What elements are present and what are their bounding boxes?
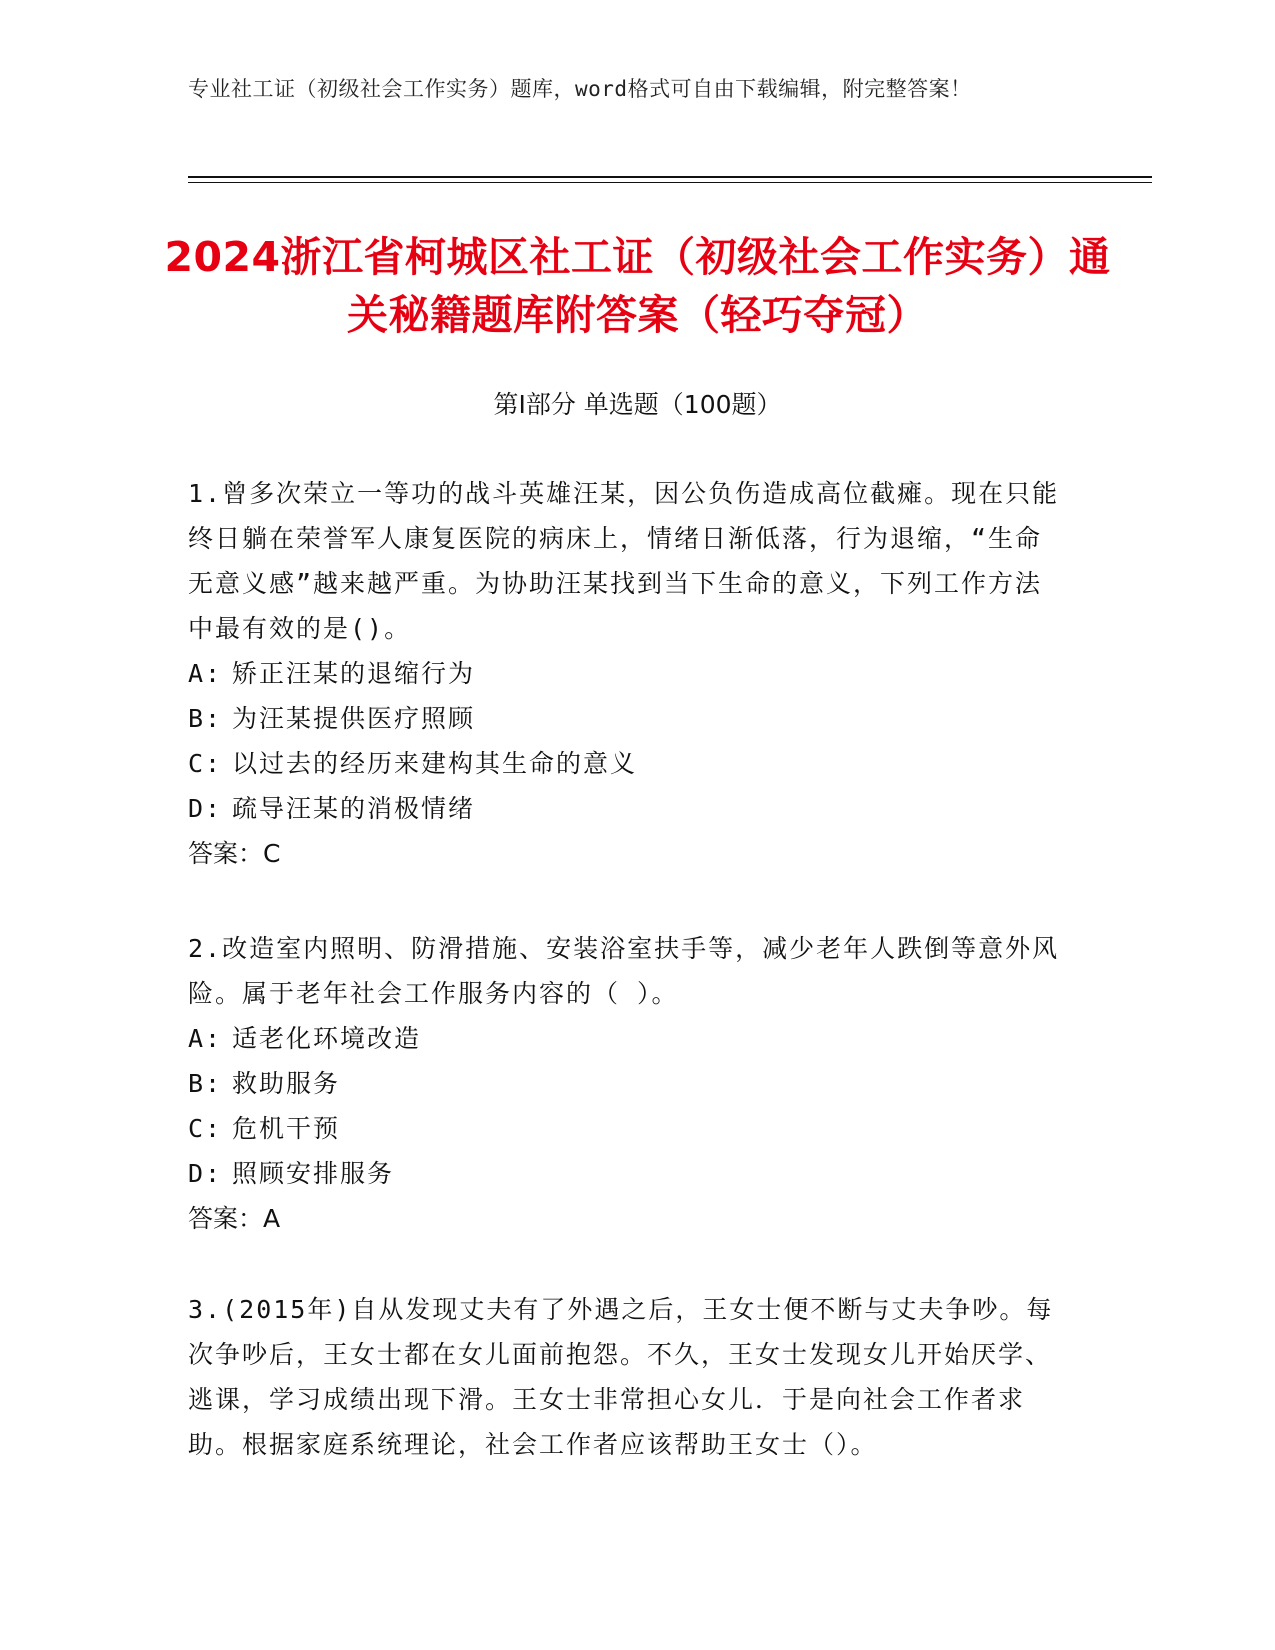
option-text: 以过去的经历来建构其生命的意义	[232, 749, 638, 778]
option-text: 照顾安排服务	[232, 1159, 395, 1188]
option-letter: A:	[188, 1024, 223, 1053]
option-letter: B:	[188, 704, 223, 733]
option-text: 适老化环境改造	[232, 1024, 422, 1053]
option-d	[188, 1151, 1068, 1196]
document-title: 2024浙江省柯城区社工证（初级社会工作实务）通关秘籍题库附答案（轻巧夺冠）	[164, 233, 1111, 339]
question-3	[188, 1287, 1068, 1467]
option-d	[188, 786, 1068, 831]
answer: 答案：A	[188, 1204, 281, 1233]
option-text: 疏导汪某的消极情绪	[232, 794, 476, 823]
option-c	[188, 1106, 1068, 1151]
header-note: 专业社工证（初级社会工作实务）题库，word格式可自由下载编辑，附完整答案！	[188, 77, 972, 101]
header-rule-thin	[188, 182, 1152, 183]
option-a	[188, 1016, 1068, 1061]
option-letter: C:	[188, 749, 223, 778]
question-stem: 1.曾多次荣立一等功的战斗英雄汪某，因公负伤造成高位截瘫。现在只能终日躺在荣誉军人康复医院的病床上，情绪日渐低落，行为退缩，“生命无意义感”越来越严重。为协助汪某找到当下生命的意义，下列工作方法中最有效的是()。	[188, 479, 1060, 643]
option-text: 矫正汪某的退缩行为	[232, 659, 476, 688]
question-1	[188, 471, 1068, 876]
option-letter: A:	[188, 659, 223, 688]
option-text: 为汪某提供医疗照顾	[232, 704, 476, 733]
option-c	[188, 741, 1068, 786]
answer: 答案：C	[188, 839, 281, 868]
option-text: 救助服务	[232, 1069, 341, 1098]
option-b	[188, 1061, 1068, 1106]
question-stem: 2.改造室内照明、防滑措施、安装浴室扶手等，减少老年人跌倒等意外风险。属于老年社会工作服务内容的（ ）。	[188, 934, 1060, 1008]
option-letter: D:	[188, 794, 223, 823]
section-heading: 第Ⅰ部分 单选题（100题）	[493, 390, 782, 419]
question-2	[188, 926, 1068, 1241]
option-letter: D:	[188, 1159, 223, 1188]
option-a	[188, 651, 1068, 696]
header-rule-thick	[188, 176, 1152, 178]
option-b	[188, 696, 1068, 741]
option-letter: C:	[188, 1114, 223, 1143]
option-text: 危机干预	[232, 1114, 341, 1143]
option-letter: B:	[188, 1069, 223, 1098]
question-stem: 3.(2015年)自从发现丈夫有了外遇之后，王女士便不断与丈夫争吵。每次争吵后，王女士都在女儿面前抱怨。不久，王女士发现女儿开始厌学、逃课，学习成绩出现下滑。王女士非常担心女儿．于是向社会工作者求助。根据家庭系统理论，社会工作者应该帮助王女士（）。	[188, 1295, 1054, 1459]
